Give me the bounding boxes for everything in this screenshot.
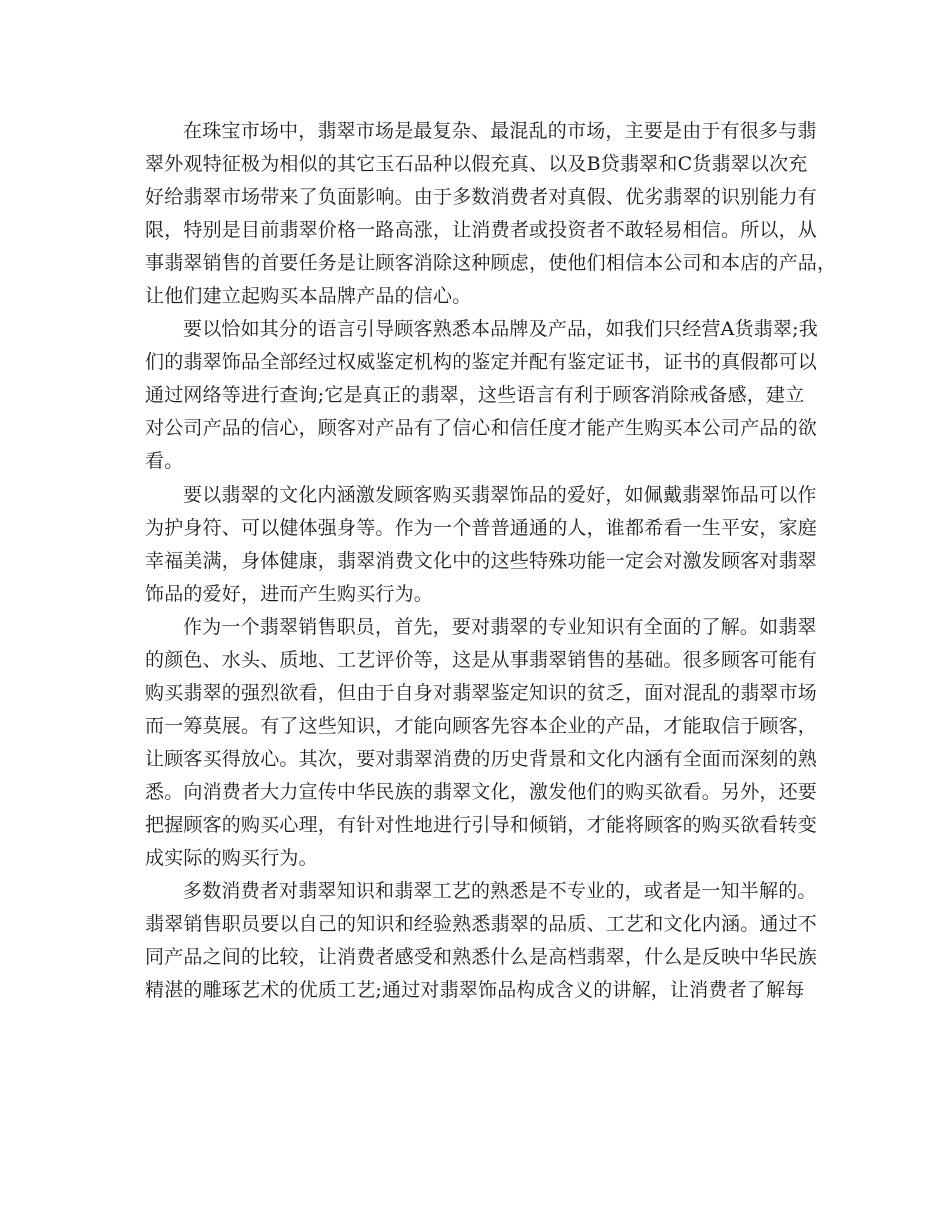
text-line: 限，特别是目前翡翠价格一路高涨，让消费者或投资者不敢轻易相信。所以，从 bbox=[145, 219, 818, 242]
text-line: 让他们建立起购买本品牌产品的信心。 bbox=[145, 285, 472, 308]
text-line: 多数消费者对翡翠知识和翡翠工艺的熟悉是不专业的，或者是一知半解的。 bbox=[183, 880, 817, 903]
text-line: 饰品的爱好，进而产生购买行为。 bbox=[145, 582, 434, 605]
text-line: 而一筹莫展。有了这些知识，才能向顾客先容本企业的产品，才能取信于顾客， bbox=[145, 714, 818, 737]
text-line: 同产品之间的比较，让消费者感受和熟悉什么是高档翡翠，什么是反映中华民族 bbox=[145, 946, 818, 969]
text-line: 们的翡翠饰品全部经过权威鉴定机构的鉴定并配有鉴定证书，证书的真假都可以 bbox=[145, 351, 818, 374]
text-line: 成实际的购买行为。 bbox=[145, 847, 318, 870]
text-line: 通过网络等进行查询;它是真正的翡翠，这些语言有利于顾客消除戒备感，建立 bbox=[145, 384, 805, 407]
document-body bbox=[145, 115, 837, 1007]
text-line: 看。 bbox=[145, 450, 184, 473]
text-line: 幸福美满，身体健康，翡翠消费文化中的这些特殊功能一定会对激发顾客对翡翠 bbox=[145, 549, 818, 572]
text-line: 的颜色、水头、质地、工艺评价等，这是从事翡翠销售的基础。很多顾客可能有 bbox=[145, 648, 818, 671]
text-line: 要以恰如其分的语言引导顾客熟悉本品牌及产品，如我们只经营A货翡翠;我 bbox=[183, 318, 818, 341]
text-line: 要以翡翠的文化内涵激发顾客购买翡翠饰品的爱好，如佩戴翡翠饰品可以作 bbox=[183, 483, 817, 506]
text-line: 购买翡翠的强烈欲看，但由于自身对翡翠鉴定知识的贫乏，面对混乱的翡翠市场 bbox=[145, 681, 818, 704]
text-line: 为护身符、可以健体强身等。作为一个普普通通的人，谁都希看一生平安，家庭 bbox=[145, 516, 818, 539]
text-line: 把握顾客的购买心理，有针对性地进行引导和倾销，才能将顾客的购买欲看转变 bbox=[145, 813, 818, 836]
text-line: 在珠宝市场中，翡翠市场是最复杂、最混乱的市场，主要是由于有很多与翡 bbox=[183, 120, 817, 142]
text-line: 让顾客买得放心。其次，要对翡翠消费的历史背景和文化内涵有全面而深刻的熟 bbox=[145, 747, 818, 770]
text-line: 翡翠销售职员要以自己的知识和经验熟悉翡翠的品质、工艺和文化内涵。通过不 bbox=[145, 913, 818, 936]
text-line: 悉。向消费者大力宣传中华民族的翡翠文化，激发他们的购买欲看。另外，还要 bbox=[145, 780, 818, 803]
text-line: 事翡翠销售的首要任务是让顾客消除这种顾虑，使他们相信本公司和本店的产品， bbox=[145, 252, 837, 275]
text-line: 精湛的雕琢艺术的优质工艺;通过对翡翠饰品构成含义的讲解，让消费者了解每 bbox=[145, 979, 805, 1002]
text-line: 对公司产品的信心，顾客对产品有了信心和信任度才能产生购买本公司产品的欲 bbox=[145, 417, 818, 440]
text-line: 翠外观特征极为相似的其它玉石品种以假充真、以及B贷翡翠和C货翡翠以次充 bbox=[145, 153, 808, 176]
text-line: 作为一个翡翠销售职员，首先，要对翡翠的专业知识有全面的了解。如翡翠 bbox=[183, 615, 817, 638]
text-line: 好给翡翠市场带来了负面影响。由于多数消费者对真假、优劣翡翠的识别能力有 bbox=[145, 186, 818, 209]
